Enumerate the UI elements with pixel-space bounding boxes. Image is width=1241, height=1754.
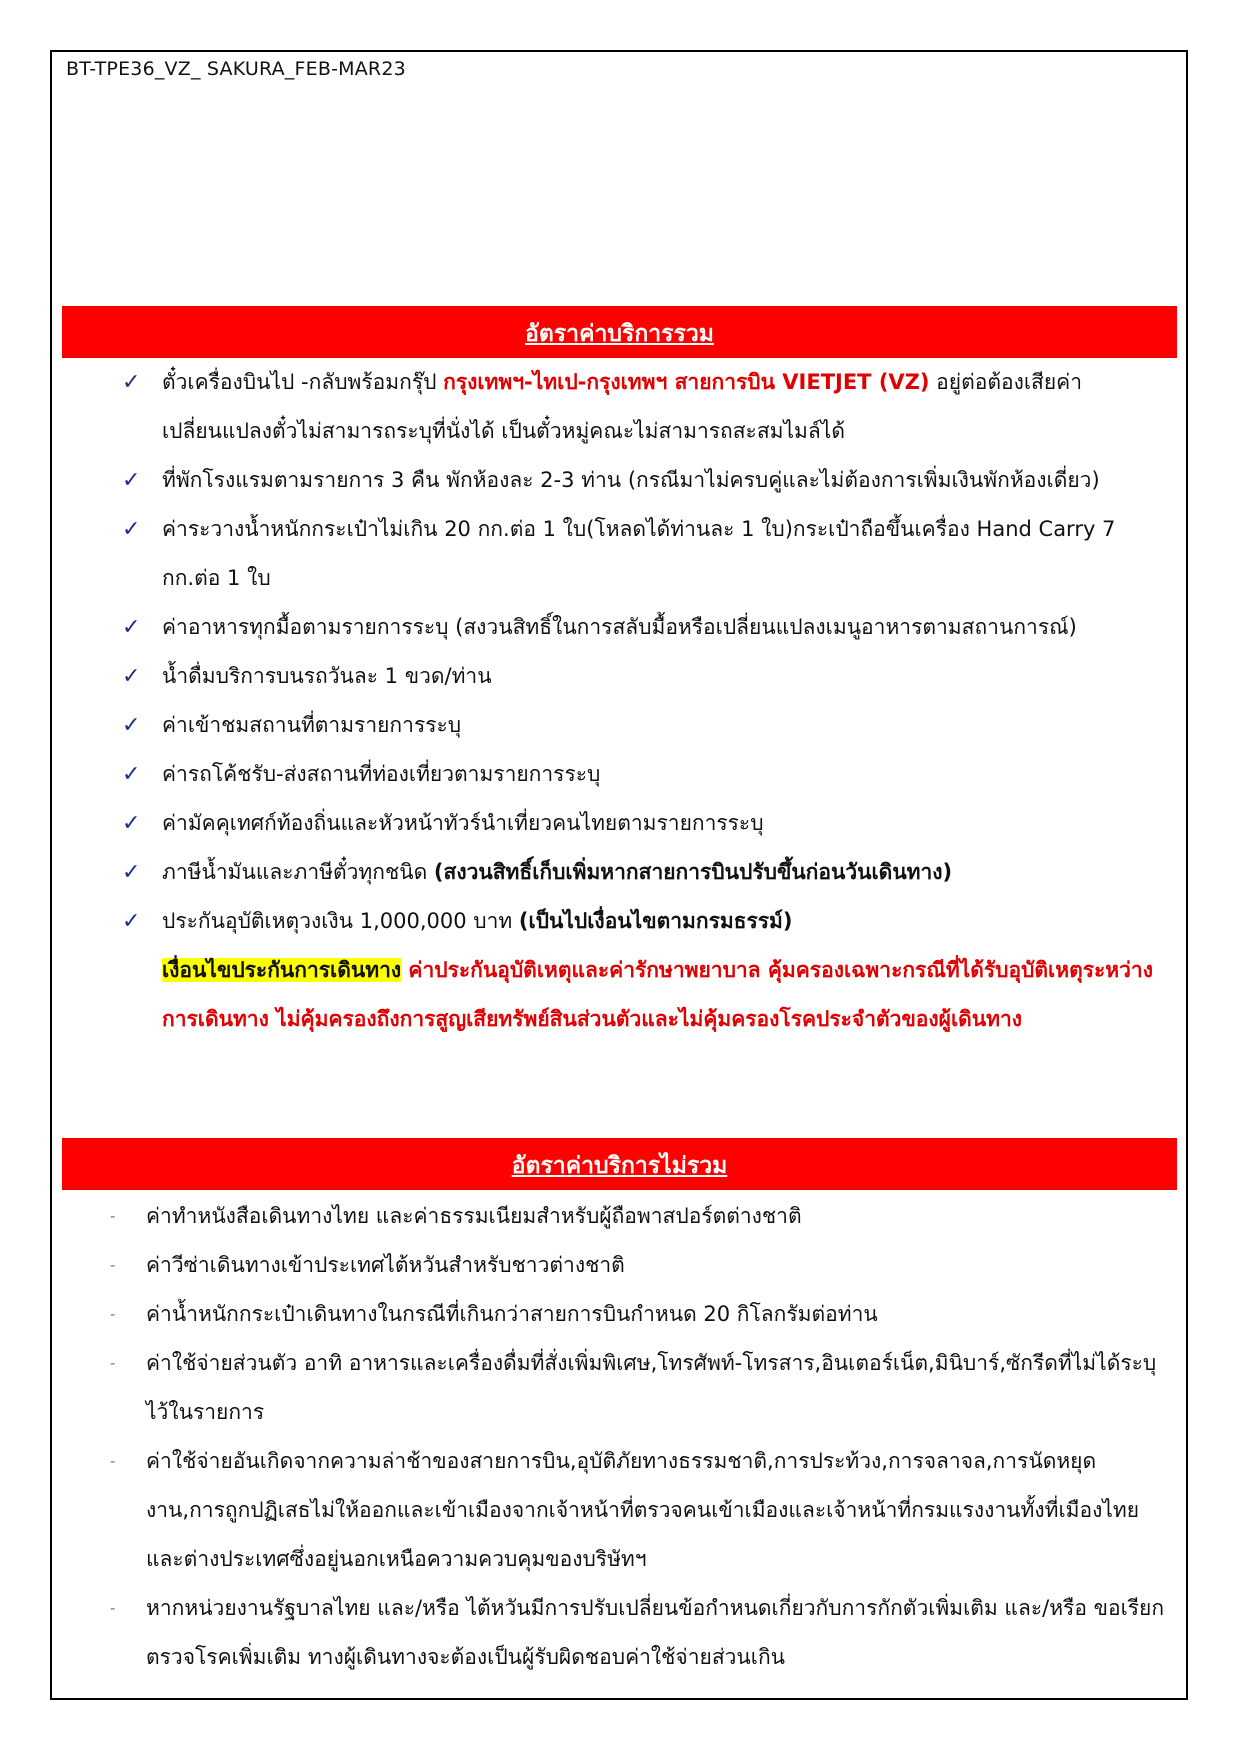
list-item: ✓ ที่พักโรงแรมตามรายการ 3 คืน พักห้องละ 2-3 ท่าน (กรณีมาไม่ครบคู่และไม่ต้องการเพิ่มเงินพักห้องเดี่ยว): [62, 456, 1177, 505]
list-item: ✓ น้ำดื่มบริการบนรถวันละ 1 ขวด/ท่าน: [62, 652, 1177, 701]
list-item: - ค่าวีซ่าเดินทางเข้าประเทศไต้หวันสำหรับชาวต่างชาติ: [62, 1241, 1177, 1290]
list-item: ✓ ค่ารถโค้ชรับ-ส่งสถานที่ท่องเที่ยวตามรายการระบุ: [62, 750, 1177, 799]
insurance-condition: [62, 946, 1177, 1044]
insurance-condition-label: เงื่อนไขประกันการเดินทาง: [162, 958, 402, 982]
check-icon: ✓: [122, 664, 141, 689]
check-icon: ✓: [122, 909, 141, 934]
list-item: ✓ ค่าเข้าชมสถานที่ตามรายการระบุ: [62, 701, 1177, 750]
list-item: - ค่าใช้จ่ายอันเกิดจากความล่าช้าของสายการบิน,อุบัติภัยทางธรรมชาติ,การประท้วง,การจลาจล,การนัดหยุดงาน,การถูกปฏิเสธไม่ให้ออกและเข้าเมืองจากเจ้าหน้าที่ตรวจคนเข้าเมืองและเจ้าหน้าที่กรมแรงงานทั้งที่เมืองไทยและต่างประเทศซึ่งอยู่นอกเหนือความควบคุมของบริษัทฯ: [62, 1437, 1177, 1584]
list-item: ✓ ประกันอุบัติเหตุวงเงิน 1,000,000 บาท (เป็นไปเงื่อนไขตามกรมธรรม์): [62, 897, 1177, 946]
list-item: - ค่าน้ำหนักกระเป๋าเดินทางในกรณีที่เกินกว่าสายการบินกำหนด 20 กิโลกรัมต่อท่าน: [62, 1290, 1177, 1339]
check-icon: ✓: [122, 762, 141, 787]
list-item: ✓ ตั๋วเครื่องบินไป -กลับพร้อมกรุ๊ป กรุงเทพฯ-ไทเป-กรุงเทพฯ สายการบิน VIETJET (VZ) อยู่ต่อต้องเสียค่าเปลี่ยนแปลงตั๋วไม่สามารถระบุที่นั่งได้ เป็นตั๋วหมู่คณะไม่สามารถสะสมไมล์ได้: [62, 358, 1177, 456]
list-item: ✓ ค่ามัคคุเทศก์ท้องถิ่นและหัวหน้าทัวร์นำเที่ยวคนไทยตามรายการระบุ: [62, 799, 1177, 848]
check-icon: ✓: [122, 615, 141, 640]
dash-bullet-icon: -: [110, 1599, 116, 1617]
list-item: - ค่าใช้จ่ายส่วนตัว อาทิ อาหารและเครื่องดื่มที่สั่งเพิ่มพิเศษ,โทรศัพท์-โทรสาร,อินเตอร์เน็ต,มินิบาร์,ซักรีดที่ไม่ได้ระบุไว้ในรายการ: [62, 1339, 1177, 1437]
check-icon: ✓: [122, 811, 141, 836]
dash-bullet-icon: -: [110, 1207, 116, 1225]
dash-bullet-icon: -: [110, 1305, 116, 1323]
dash-bullet-icon: -: [110, 1256, 116, 1274]
included-title: อัตราค่าบริการรวม: [525, 321, 714, 347]
check-icon: ✓: [122, 370, 141, 395]
check-icon: ✓: [122, 713, 141, 738]
list-item: - ค่าทำหนังสือเดินทางไทย และค่าธรรมเนียมสำหรับผู้ถือพาสปอร์ตต่างชาติ: [62, 1192, 1177, 1241]
check-icon: ✓: [122, 468, 141, 493]
check-icon: ✓: [122, 517, 141, 542]
dash-bullet-icon: -: [110, 1452, 116, 1470]
list-item: ✓ ภาษีน้ำมันและภาษีตั๋วทุกชนิด (สงวนสิทธิ์เก็บเพิ่มหากสายการบินปรับขึ้นก่อนวันเดินทาง): [62, 848, 1177, 897]
document-code: BT-TPE36_VZ_ SAKURA_FEB-MAR23: [66, 58, 406, 80]
included-list: [62, 358, 1177, 1044]
insurance-condition-text: ค่าประกันอุบัติเหตุและค่ารักษาพยาบาล คุ้มครองเฉพาะกรณีที่ได้รับอุบัติเหตุระหว่างการเดินทาง ไม่คุ้มครองถึงการสูญเสียทรัพย์สินส่วนตัวและไม่คุ้มครองโรคประจำตัวของผู้เดินทาง: [162, 958, 1153, 1031]
list-item: ✓ ค่าอาหารทุกมื้อตามรายการระบุ (สงวนสิทธิ์ในการสลับมื้อหรือเปลี่ยนแปลงเมนูอาหารตามสถานการณ์): [62, 603, 1177, 652]
excluded-title: อัตราค่าบริการไม่รวม: [511, 1153, 728, 1179]
check-icon: ✓: [122, 860, 141, 885]
list-item: ✓ ค่าระวางน้ำหนักกระเป๋าไม่เกิน 20 กก.ต่อ 1 ใบ(โหลดได้ท่านละ 1 ใบ)กระเป๋าถือขึ้นเครื่อง Hand Carry 7 กก.ต่อ 1 ใบ: [62, 505, 1177, 603]
excluded-list: [62, 1192, 1177, 1682]
list-item: - หากหน่วยงานรัฐบาลไทย และ/หรือ ไต้หวันมีการปรับเปลี่ยนข้อกำหนดเกี่ยวกับการกักตัวเพิ่มเติม และ/หรือ ขอเรียกตรวจโรคเพิ่มเติม ทางผู้เดินทางจะต้องเป็นผู้รับผิดชอบค่าใช้จ่ายส่วนเกิน: [62, 1584, 1177, 1682]
dash-bullet-icon: -: [110, 1354, 116, 1372]
